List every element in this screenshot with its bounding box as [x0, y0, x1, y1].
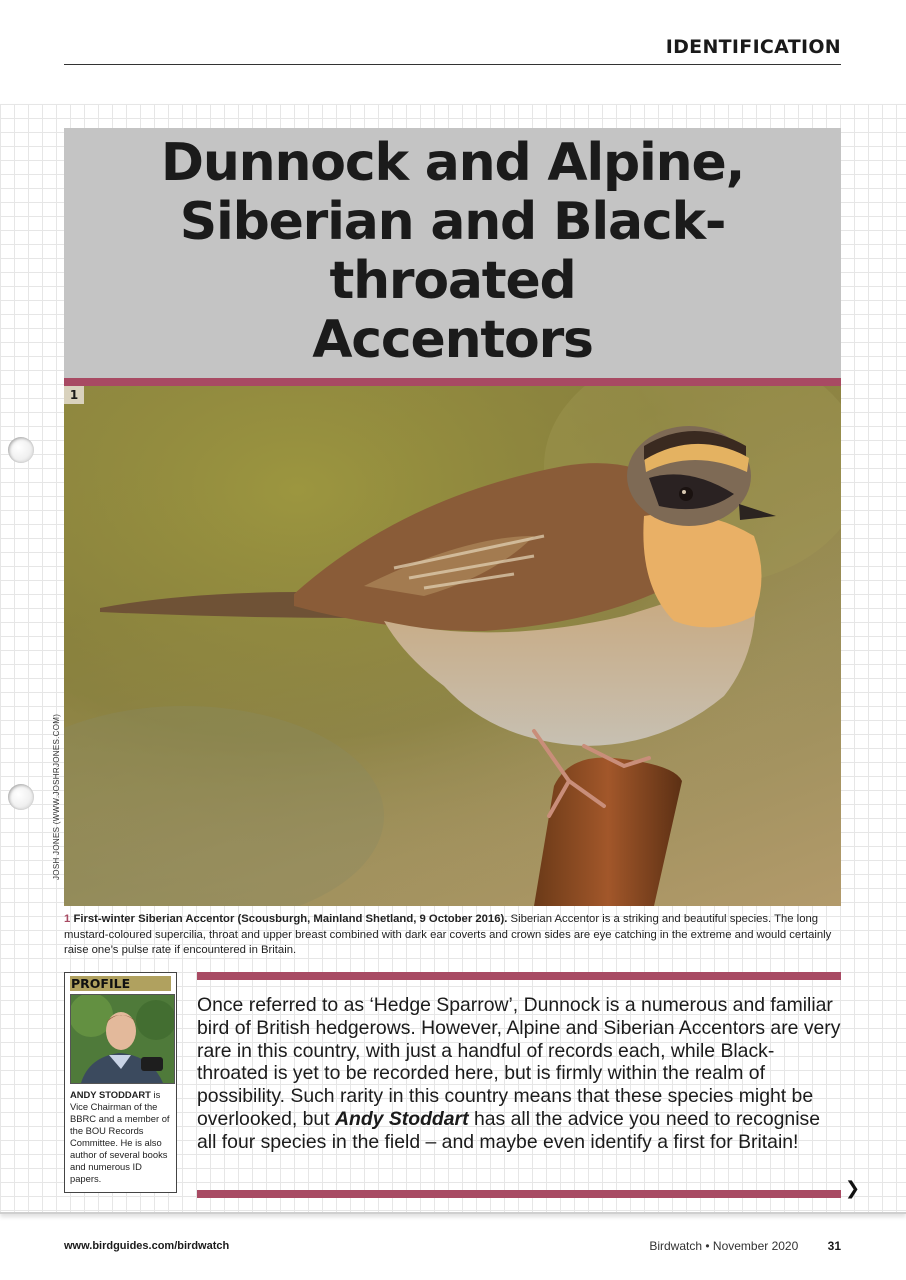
bird-photo — [64, 386, 841, 906]
caption-heading: First-winter Siberian Accentor (Scousburgh, Mainland Shetland, 9 October 2016). — [73, 913, 508, 925]
photo-number-badge: 1 — [64, 386, 84, 404]
intro-text-after: has all the advice you need to recognise all four species in the field – and maybe even identify a first for Britain! — [197, 1107, 820, 1153]
caption-text: Siberian Accentor is a striking and beautiful species. The long mustard-coloured supercilia, throat and upper breast combined with dark ear coverts and crown sides are eye catching in the extreme and would certainly raise one’s pulse rate if encountered in Britain. — [64, 913, 832, 956]
author-portrait-illustration — [71, 995, 174, 1083]
chevron-right-icon[interactable]: ❯ — [845, 1178, 861, 1199]
headline-line-3: Accentors — [312, 310, 593, 370]
footer-publication: Birdwatch • November 2020 — [649, 1239, 799, 1253]
intro-text-before: Once referred to as ‘Hedge Sparrow’, Dunnock is a numerous and familiar bird of British hedgerows. However, Alpine and Siberian Accentors are very rare in this country, with just a handful of records each, while Black-throated is yet to be recorded here, but is firmly within the realm of possibility. Such rarity in this country means that these species might be overlooked, but — [197, 994, 841, 1130]
punch-hole-top — [8, 437, 34, 463]
accent-bar-intro-bottom — [197, 1190, 841, 1198]
siberian-accentor-illustration — [64, 386, 841, 906]
profile-name: ANDY STODDART — [70, 1089, 151, 1100]
author-profile-box — [64, 972, 177, 1193]
profile-bio-text: is Vice Chairman of the BBRC and a member of the BOU Records Committee. He is also author of several books and numerous ID papers. — [70, 1089, 170, 1184]
footer-url[interactable]: www.birdguides.com/birdwatch — [64, 1240, 230, 1252]
photo-caption — [64, 912, 841, 959]
profile-heading: PROFILE — [70, 976, 171, 991]
caption-number: 1 — [64, 913, 71, 925]
author-portrait — [70, 994, 175, 1084]
photo-credit: JOSH JONES (WWW.JOSHRJONES.COM) — [52, 713, 61, 880]
headline-line-1: Dunnock and Alpine, — [160, 133, 745, 193]
profile-bio — [70, 1089, 171, 1185]
page-number: 31 — [827, 1239, 841, 1253]
accent-bar-title — [64, 378, 841, 386]
intro-paragraph — [197, 994, 841, 1154]
footer-publication-info — [649, 1239, 841, 1253]
header-rule — [64, 64, 841, 65]
punch-hole-bottom — [8, 784, 34, 810]
headline-line-2: Siberian and Black-throated — [179, 192, 726, 311]
accent-bar-intro-top — [197, 972, 841, 980]
section-label: IDENTIFICATION — [665, 36, 841, 58]
intro-author-name: Andy Stoddart — [334, 1107, 469, 1130]
title-block — [64, 128, 841, 378]
article-headline — [64, 128, 841, 370]
